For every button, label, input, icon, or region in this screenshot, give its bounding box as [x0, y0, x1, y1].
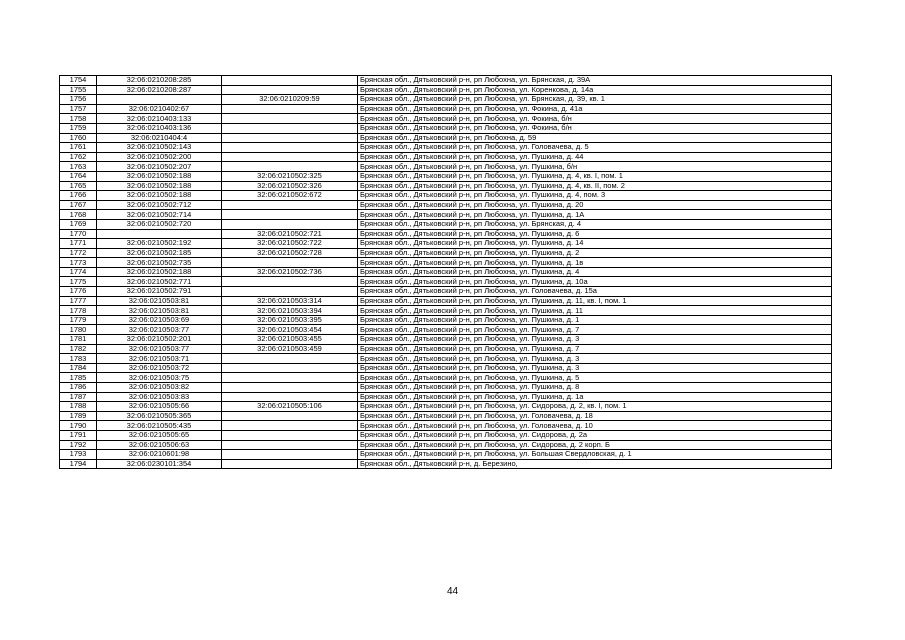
table-row — [60, 133, 832, 143]
sub-cadastral-number-cell: 32:06:0210503:454 — [222, 325, 358, 335]
row-number-cell: 1794 — [60, 459, 97, 469]
cadastral-number-cell: 32:06:0210502:735 — [97, 258, 222, 268]
cadastral-number-cell: 32:06:0210503:77 — [97, 325, 222, 335]
row-number-cell: 1773 — [60, 258, 97, 268]
row-number-cell: 1770 — [60, 229, 97, 239]
table-row — [60, 104, 832, 114]
sub-cadastral-number-cell: 32:06:0210503:459 — [222, 344, 358, 354]
cadastral-number-cell: 32:06:0210503:82 — [97, 383, 222, 393]
sub-cadastral-number-cell — [222, 133, 358, 143]
table-row — [60, 229, 832, 239]
cadastral-number-cell: 32:06:0210403:133 — [97, 114, 222, 124]
sub-cadastral-number-cell — [222, 287, 358, 297]
cadastral-number-cell: 32:06:0210502:188 — [97, 181, 222, 191]
sub-cadastral-number-cell — [222, 440, 358, 450]
address-cell: Брянская обл., Дятьковский р-н, рп Любохна, ул. Пушкина, д. 20 — [358, 200, 832, 210]
address-cell: Брянская обл., Дятьковский р-н, рп Любохна, ул. Пушкина, д. 3 — [358, 363, 832, 373]
table-row — [60, 191, 832, 201]
cadastral-number-cell: 32:06:0210502:185 — [97, 248, 222, 258]
row-number-cell: 1764 — [60, 171, 97, 181]
table-row — [60, 450, 832, 460]
cadastral-number-cell: 32:06:0210502:192 — [97, 239, 222, 249]
address-cell: Брянская обл., Дятьковский р-н, рп Любохна, ул. Брянская, д. 39, кв. 1 — [358, 95, 832, 105]
sub-cadastral-number-cell — [222, 411, 358, 421]
table-row — [60, 210, 832, 220]
address-cell: Брянская обл., Дятьковский р-н, рп Любохна, ул. Сидорова, д. 2, кв. I, пом. 1 — [358, 402, 832, 412]
row-number-cell: 1779 — [60, 315, 97, 325]
row-number-cell: 1763 — [60, 162, 97, 172]
sub-cadastral-number-cell — [222, 219, 358, 229]
cadastral-number-cell: 32:06:0210503:72 — [97, 363, 222, 373]
row-number-cell: 1787 — [60, 392, 97, 402]
cadastral-number-cell: 32:06:0210404:4 — [97, 133, 222, 143]
row-number-cell: 1762 — [60, 152, 97, 162]
row-number-cell: 1765 — [60, 181, 97, 191]
row-number-cell: 1774 — [60, 267, 97, 277]
address-cell: Брянская обл., Дятьковский р-н, рп Любохна, ул. Пушкина, д. 1а — [358, 392, 832, 402]
cadastral-number-cell: 32:06:0210506:63 — [97, 440, 222, 450]
address-cell: Брянская обл., Дятьковский р-н, рп Любохна, ул. Головачева, д. 10 — [358, 421, 832, 431]
table-row — [60, 277, 832, 287]
cadastral-number-cell: 32:06:0210505:365 — [97, 411, 222, 421]
address-cell: Брянская обл., Дятьковский р-н, рп Любохна, ул. Брянская, д. 4 — [358, 219, 832, 229]
table-row — [60, 267, 832, 277]
row-number-cell: 1754 — [60, 76, 97, 86]
row-number-cell: 1783 — [60, 354, 97, 364]
row-number-cell: 1771 — [60, 239, 97, 249]
table-row — [60, 143, 832, 153]
cadastral-number-cell: 32:06:0210502:188 — [97, 191, 222, 201]
address-cell: Брянская обл., Дятьковский р-н, рп Любохна, ул. Пушкина, д. 11, кв. I, пом. 1 — [358, 296, 832, 306]
table-row — [60, 258, 832, 268]
cadastral-number-cell: 32:06:0210503:75 — [97, 373, 222, 383]
sub-cadastral-number-cell: 32:06:0210502:326 — [222, 181, 358, 191]
sub-cadastral-number-cell: 32:06:0210502:325 — [222, 171, 358, 181]
table-row — [60, 430, 832, 440]
address-cell: Брянская обл., Дятьковский р-н, рп Любохна, ул. Сидорова, д. 2 корп. Б — [358, 440, 832, 450]
table-row — [60, 171, 832, 181]
cadastral-number-cell: 32:06:0210502:791 — [97, 287, 222, 297]
table-row — [60, 392, 832, 402]
table-row — [60, 114, 832, 124]
table-row — [60, 200, 832, 210]
cadastral-number-cell: 32:06:0210505:66 — [97, 402, 222, 412]
row-number-cell: 1758 — [60, 114, 97, 124]
row-number-cell: 1793 — [60, 450, 97, 460]
address-cell: Брянская обл., Дятьковский р-н, рп Любохна, ул. Брянская, д. 39А — [358, 76, 832, 86]
address-cell: Брянская обл., Дятьковский р-н, рп Любохна, ул. Пушкина, д. 1 — [358, 315, 832, 325]
address-cell: Брянская обл., Дятьковский р-н, рп Любохна, ул. Пушкина, д. 5 — [358, 373, 832, 383]
row-number-cell: 1755 — [60, 85, 97, 95]
row-number-cell: 1761 — [60, 143, 97, 153]
table-row — [60, 162, 832, 172]
address-cell: Брянская обл., Дятьковский р-н, рп Любохна, ул. Коренкова, д. 14а — [358, 85, 832, 95]
address-cell: Брянская обл., Дятьковский р-н, рп Любохна, ул. Пушкина, д. 2 — [358, 248, 832, 258]
sub-cadastral-number-cell: 32:06:0210502:672 — [222, 191, 358, 201]
address-cell: Брянская обл., Дятьковский р-н, рп Любохна, ул. Головачева, д. 18 — [358, 411, 832, 421]
sub-cadastral-number-cell: 32:06:0210503:314 — [222, 296, 358, 306]
address-cell: Брянская обл., Дятьковский р-н, рп Любохна, ул. Пушкина, б/н — [358, 162, 832, 172]
table-row — [60, 76, 832, 86]
cadastral-number-cell: 32:06:0210208:287 — [97, 85, 222, 95]
address-cell: Брянская обл., Дятьковский р-н, рп Любохна, ул. Фокина, б/н — [358, 114, 832, 124]
row-number-cell: 1759 — [60, 123, 97, 133]
row-number-cell: 1782 — [60, 344, 97, 354]
table-row — [60, 354, 832, 364]
sub-cadastral-number-cell: 32:06:0210505:106 — [222, 402, 358, 412]
row-number-cell: 1768 — [60, 210, 97, 220]
row-number-cell: 1776 — [60, 287, 97, 297]
sub-cadastral-number-cell: 32:06:0210503:394 — [222, 306, 358, 316]
sub-cadastral-number-cell — [222, 392, 358, 402]
table-row — [60, 306, 832, 316]
row-number-cell: 1775 — [60, 277, 97, 287]
cadastral-number-cell: 32:06:0210502:712 — [97, 200, 222, 210]
sub-cadastral-number-cell — [222, 459, 358, 469]
sub-cadastral-number-cell: 32:06:0210502:728 — [222, 248, 358, 258]
address-cell: Брянская обл., Дятьковский р-н, рп Любохна, ул. Пушкина, д. 3 — [358, 354, 832, 364]
address-cell: Брянская обл., Дятьковский р-н, рп Любохна, ул. Пушкина, д. 14 — [358, 239, 832, 249]
address-cell: Брянская обл., Дятьковский р-н, рп Любохна, ул. Пушкина, д. 11 — [358, 306, 832, 316]
address-cell: Брянская обл., Дятьковский р-н, рп Любохна, ул. Пушкина, д. 10а — [358, 277, 832, 287]
cadastral-number-cell: 32:06:0210503:81 — [97, 306, 222, 316]
row-number-cell: 1767 — [60, 200, 97, 210]
cadastral-number-cell: 32:06:0210503:83 — [97, 392, 222, 402]
table-row — [60, 335, 832, 345]
address-cell: Брянская обл., Дятьковский р-н, рп Любохна, ул. Головачева, д. 15а — [358, 287, 832, 297]
row-number-cell: 1777 — [60, 296, 97, 306]
cadastral-number-cell: 32:06:0210502:720 — [97, 219, 222, 229]
sub-cadastral-number-cell: 32:06:0210502:721 — [222, 229, 358, 239]
sub-cadastral-number-cell — [222, 123, 358, 133]
row-number-cell: 1789 — [60, 411, 97, 421]
address-cell: Брянская обл., Дятьковский р-н, рп Любохна, ул. Фокина, б/н — [358, 123, 832, 133]
sub-cadastral-number-cell: 32:06:0210503:395 — [222, 315, 358, 325]
table-row — [60, 287, 832, 297]
row-number-cell: 1766 — [60, 191, 97, 201]
cadastral-number-cell: 32:06:0210503:69 — [97, 315, 222, 325]
sub-cadastral-number-cell — [222, 114, 358, 124]
cadastral-number-cell: 32:06:0210503:81 — [97, 296, 222, 306]
cadastral-number-cell: 32:06:0210505:435 — [97, 421, 222, 431]
sub-cadastral-number-cell — [222, 143, 358, 153]
sub-cadastral-number-cell — [222, 450, 358, 460]
row-number-cell: 1791 — [60, 430, 97, 440]
cadastral-number-cell: 32:06:0230101:354 — [97, 459, 222, 469]
row-number-cell: 1784 — [60, 363, 97, 373]
sub-cadastral-number-cell — [222, 76, 358, 86]
cadastral-number-cell: 32:06:0210502:143 — [97, 143, 222, 153]
row-number-cell: 1769 — [60, 219, 97, 229]
row-number-cell: 1786 — [60, 383, 97, 393]
sub-cadastral-number-cell — [222, 421, 358, 431]
address-cell: Брянская обл., Дятьковский р-н, рп Любохна, д. 59 — [358, 133, 832, 143]
table-row — [60, 152, 832, 162]
sub-cadastral-number-cell — [222, 430, 358, 440]
cadastral-number-cell: 32:06:0210502:201 — [97, 335, 222, 345]
cadastral-number-cell: 32:06:0210502:771 — [97, 277, 222, 287]
cadastral-number-cell: 32:06:0210502:714 — [97, 210, 222, 220]
row-number-cell: 1757 — [60, 104, 97, 114]
cadastral-number-cell: 32:06:0210502:188 — [97, 267, 222, 277]
sub-cadastral-number-cell — [222, 354, 358, 364]
address-cell: Брянская обл., Дятьковский р-н, рп Любохна, ул. Пушкина, д. 6 — [358, 229, 832, 239]
registry-table — [59, 75, 832, 469]
table-row — [60, 181, 832, 191]
sub-cadastral-number-cell — [222, 277, 358, 287]
table-row — [60, 85, 832, 95]
cadastral-number-cell: 32:06:0210208:285 — [97, 76, 222, 86]
address-cell: Брянская обл., Дятьковский р-н, рп Любохна, ул. Фокина, д. 41а — [358, 104, 832, 114]
table-row — [60, 459, 832, 469]
row-number-cell: 1790 — [60, 421, 97, 431]
registry-table-body — [60, 76, 832, 469]
table-row — [60, 421, 832, 431]
cadastral-number-cell: 32:06:0210402:67 — [97, 104, 222, 114]
sub-cadastral-number-cell — [222, 200, 358, 210]
row-number-cell: 1792 — [60, 440, 97, 450]
sub-cadastral-number-cell — [222, 383, 358, 393]
cadastral-number-cell: 32:06:0210403:136 — [97, 123, 222, 133]
row-number-cell: 1781 — [60, 335, 97, 345]
cadastral-number-cell: 32:06:0210503:71 — [97, 354, 222, 364]
cadastral-number-cell: 32:06:0210502:207 — [97, 162, 222, 172]
sub-cadastral-number-cell — [222, 152, 358, 162]
table-row — [60, 363, 832, 373]
cadastral-number-cell — [97, 229, 222, 239]
table-row — [60, 373, 832, 383]
sub-cadastral-number-cell: 32:06:0210502:722 — [222, 239, 358, 249]
row-number-cell: 1778 — [60, 306, 97, 316]
address-cell: Брянская обл., Дятьковский р-н, рп Любохна, ул. Пушкина, д. 4 — [358, 267, 832, 277]
address-cell: Брянская обл., Дятьковский р-н, рп Любохна, ул. Пушкина, д. 4, кв. II, пом. 2 — [358, 181, 832, 191]
sub-cadastral-number-cell — [222, 258, 358, 268]
sub-cadastral-number-cell — [222, 363, 358, 373]
cadastral-number-cell: 32:06:0210502:200 — [97, 152, 222, 162]
row-number-cell: 1760 — [60, 133, 97, 143]
address-cell: Брянская обл., Дятьковский р-н, рп Любохна, ул. Пушкина, д. 8 — [358, 383, 832, 393]
table-row — [60, 95, 832, 105]
row-number-cell: 1756 — [60, 95, 97, 105]
row-number-cell: 1780 — [60, 325, 97, 335]
address-cell: Брянская обл., Дятьковский р-н, рп Любохна, ул. Пушкина, д. 4, пом. 3 — [358, 191, 832, 201]
cadastral-number-cell: 32:06:0210505:65 — [97, 430, 222, 440]
table-row — [60, 296, 832, 306]
address-cell: Брянская обл., Дятьковский р-н, рп Любохна, ул. Пушкина, д. 7 — [358, 325, 832, 335]
page-number: 44 — [446, 586, 459, 597]
address-cell: Брянская обл., Дятьковский р-н, рп Любохна, ул. Пушкина, д. 1А — [358, 210, 832, 220]
sub-cadastral-number-cell: 32:06:0210503:455 — [222, 335, 358, 345]
table-row — [60, 325, 832, 335]
address-cell: Брянская обл., Дятьковский р-н, д. Березино, — [358, 459, 832, 469]
table-row — [60, 411, 832, 421]
table-row — [60, 123, 832, 133]
cadastral-number-cell: 32:06:0210503:77 — [97, 344, 222, 354]
table-row — [60, 440, 832, 450]
table-row — [60, 344, 832, 354]
sub-cadastral-number-cell — [222, 162, 358, 172]
row-number-cell: 1772 — [60, 248, 97, 258]
cadastral-number-cell: 32:06:0210502:188 — [97, 171, 222, 181]
row-number-cell: 1788 — [60, 402, 97, 412]
address-cell: Брянская обл., Дятьковский р-н, рп Любохна, ул. Пушкина, д. 1в — [358, 258, 832, 268]
row-number-cell: 1785 — [60, 373, 97, 383]
cadastral-number-cell — [97, 95, 222, 105]
address-cell: Брянская обл., Дятьковский р-н, рп Любохна, ул. Большая Свердловская, д. 1 — [358, 450, 832, 460]
address-cell: Брянская обл., Дятьковский р-н, рп Любохна, ул. Пушкина, д. 3 — [358, 335, 832, 345]
sub-cadastral-number-cell — [222, 104, 358, 114]
table-row — [60, 402, 832, 412]
sub-cadastral-number-cell: 32:06:0210209:59 — [222, 95, 358, 105]
address-cell: Брянская обл., Дятьковский р-н, рп Любохна, ул. Пушкина, д. 44 — [358, 152, 832, 162]
address-cell: Брянская обл., Дятьковский р-н, рп Любохна, ул. Пушкина, д. 4, кв. I, пом. 1 — [358, 171, 832, 181]
address-cell: Брянская обл., Дятьковский р-н, рп Любохна, ул. Головачева, д. 5 — [358, 143, 832, 153]
sub-cadastral-number-cell — [222, 85, 358, 95]
sub-cadastral-number-cell: 32:06:0210502:736 — [222, 267, 358, 277]
cadastral-number-cell: 32:06:0210601:98 — [97, 450, 222, 460]
sub-cadastral-number-cell — [222, 210, 358, 220]
table-row — [60, 315, 832, 325]
table-row — [60, 219, 832, 229]
table-row — [60, 383, 832, 393]
sub-cadastral-number-cell — [222, 373, 358, 383]
table-row — [60, 248, 832, 258]
address-cell: Брянская обл., Дятьковский р-н, рп Любохна, ул. Пушкина, д. 7 — [358, 344, 832, 354]
table-row — [60, 239, 832, 249]
address-cell: Брянская обл., Дятьковский р-н, рп Любохна, ул. Сидорова, д. 2а — [358, 430, 832, 440]
